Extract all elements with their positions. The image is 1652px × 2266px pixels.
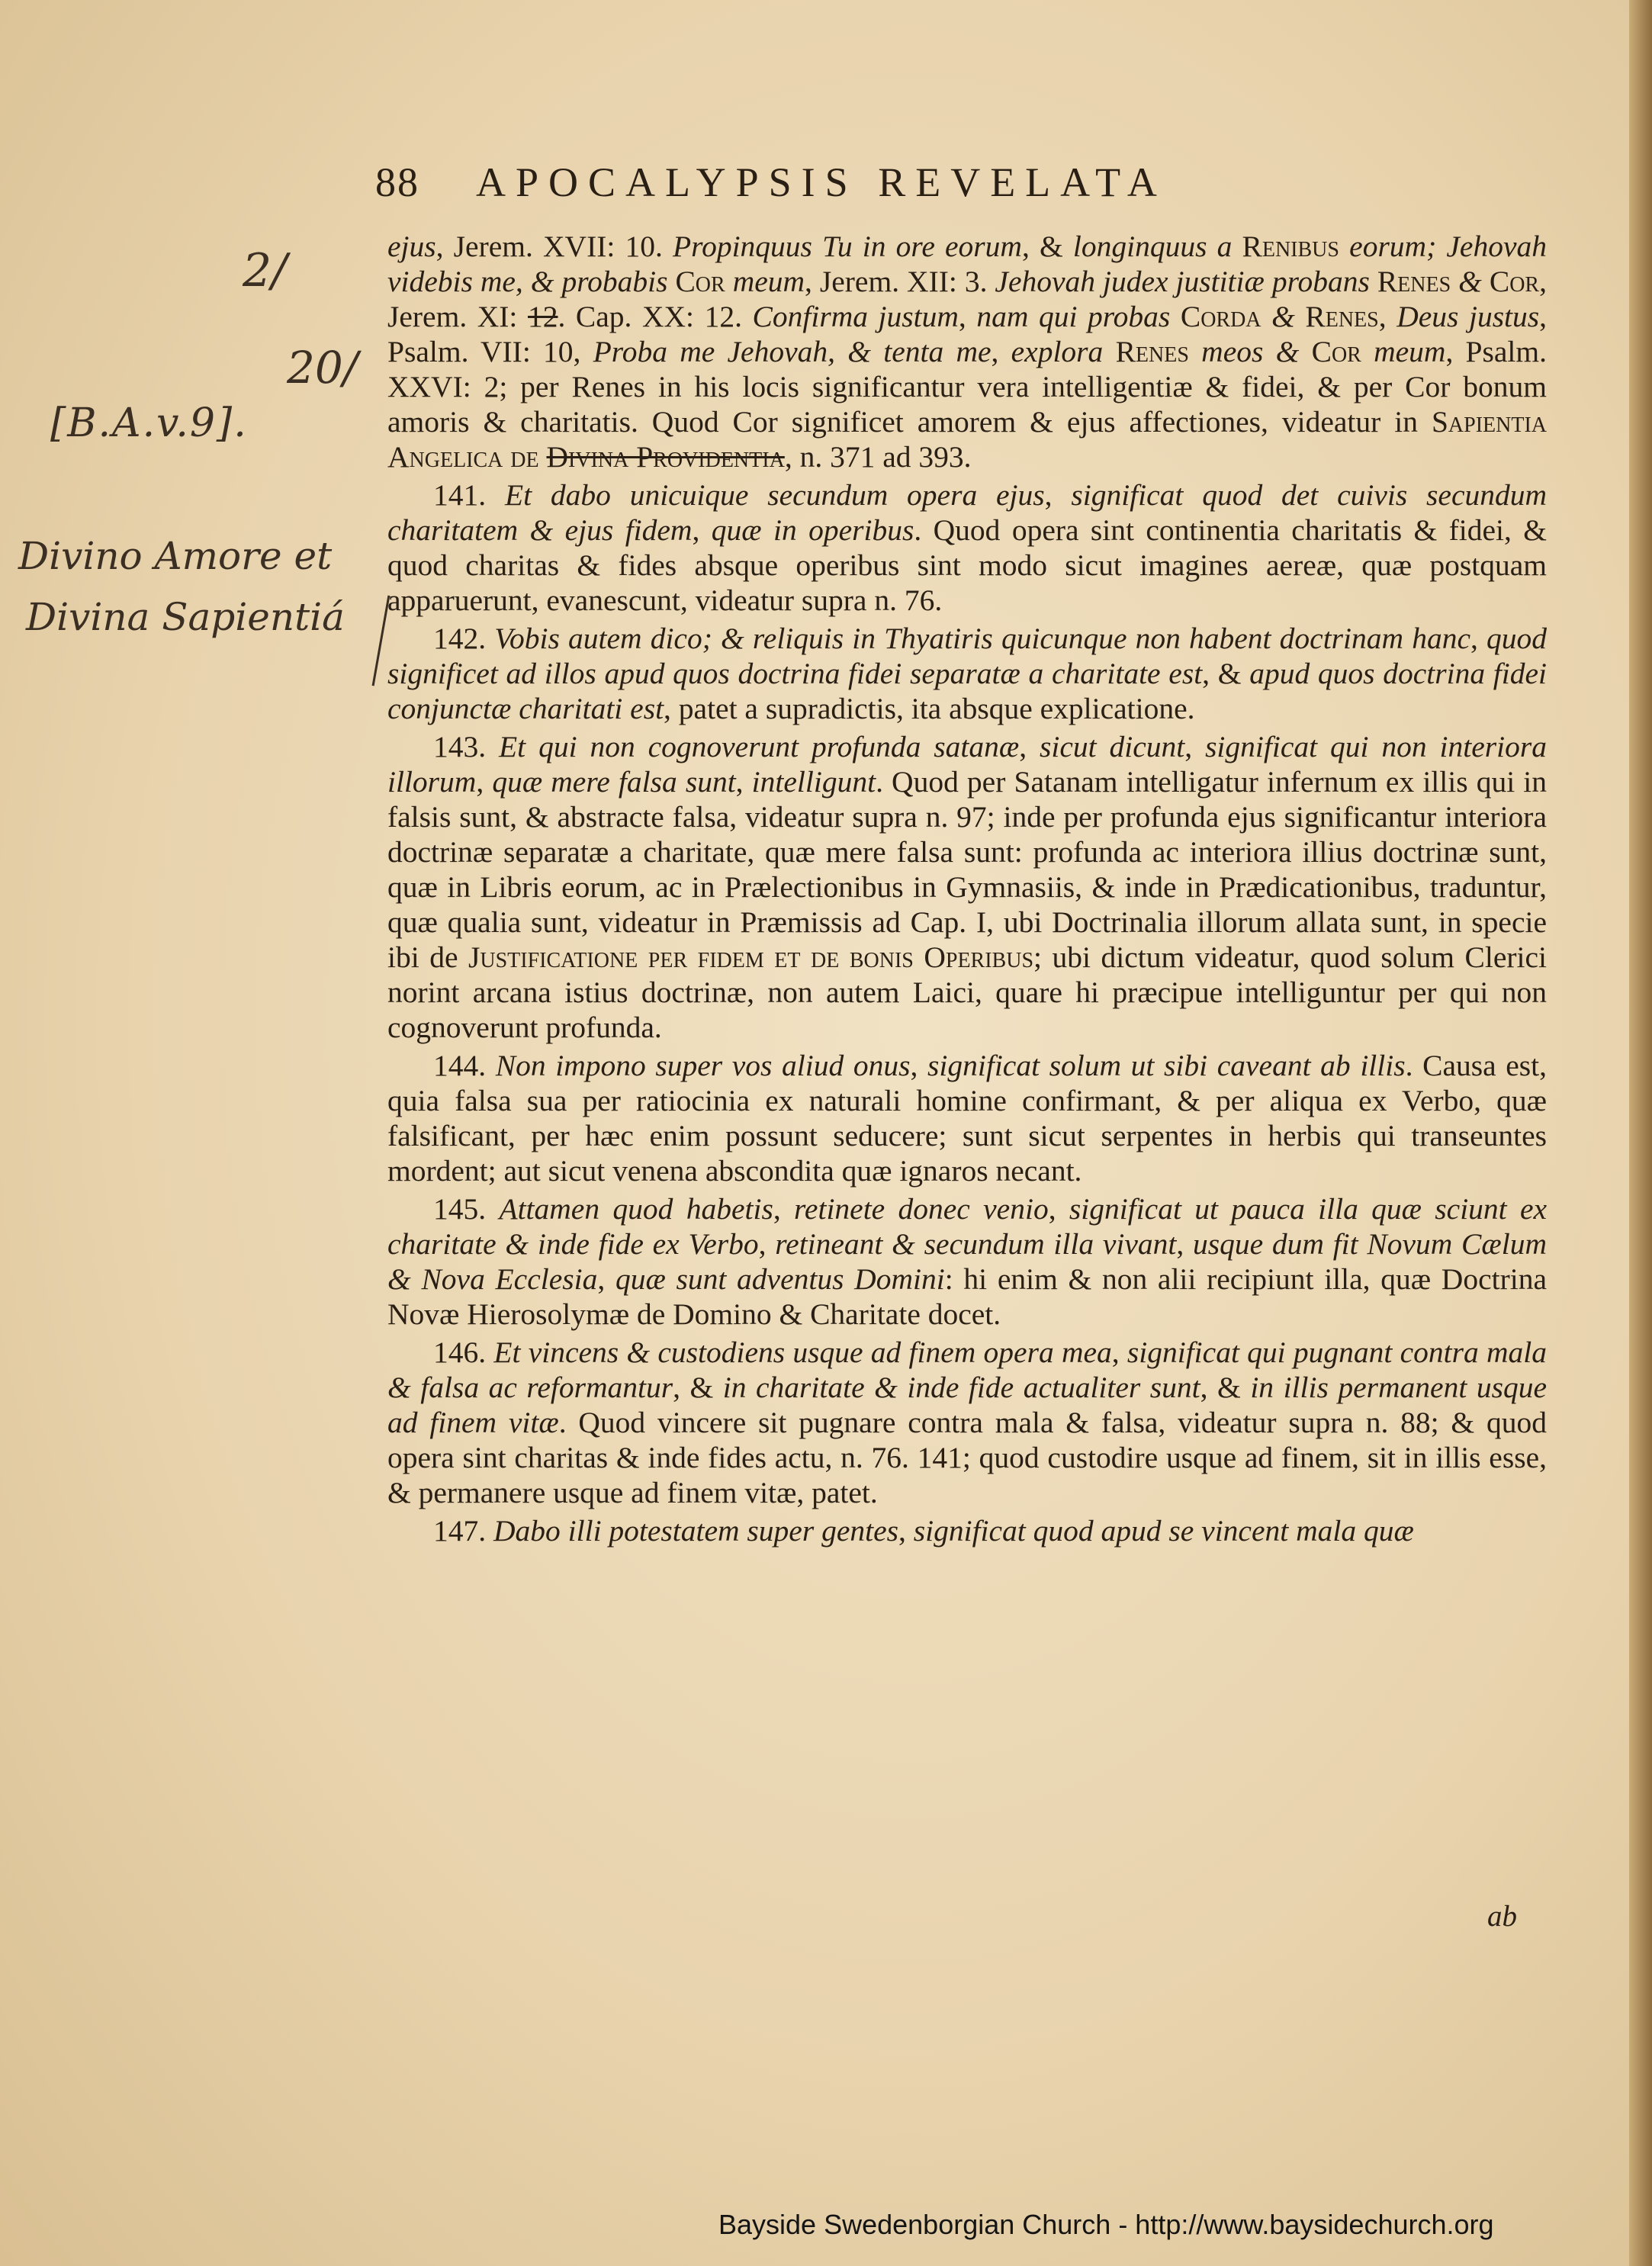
text-segment: , &: [1021, 230, 1073, 263]
text-segment: Propinquus Tu in ore eorum: [673, 230, 1022, 263]
text-segment: Proba me Jehovah: [593, 335, 828, 368]
text-segment: . Causa est, quia falsa sua per ratiocinia ex naturali homine confirmant, & per aliqua ex Verbo, quæ falsificant, per hæc enim possunt seducere; sunt sicut serpentes in herbis qui transeuntes mordent; aut sicut venena abscondita quæ ignaros necant.: [387, 1049, 1548, 1188]
text-segment: 146.: [433, 1335, 494, 1369]
text-segment: probabis: [561, 265, 676, 298]
text-segment: . Cap. XX: 12.: [558, 300, 753, 333]
text-segment: [725, 265, 733, 298]
text-segment: Dabo illi potestatem super gentes: [493, 1514, 898, 1548]
text-segment: Confirma justum: [752, 300, 959, 333]
text-segment: ,: [1111, 1335, 1127, 1369]
body-text: [387, 229, 1547, 1551]
text-segment: tenta me: [883, 335, 992, 368]
text-segment: . Quod per Satanam intelligatur infernum ex illis qui in falsis sunt, & abstracte falsa, videatur supra n. 97; inde per profunda ejus significantur interiora doctrinæ separatæ a charitate, quæ mere falsa sunt: profunda ac interiora illius doctrinæ sunt, quæ in Libris eorum, ac in Prælectionibus in Gymnasiis, & inde in Prædicationibus, traduntur, quæ qualia sunt, videatur in Præmissis ad Cap. I, ubi Doctrinalia illorum allata sunt, in specie ibi de: [387, 765, 1548, 974]
text-segment: : hi enim & non alii recipiunt illa, quæ Doctrina Novæ Hierosolymæ de Domino & Charitate docet.: [387, 1262, 1547, 1331]
paragraph: [387, 1513, 1547, 1548]
text-segment: retineant & secundum illa vivant: [775, 1227, 1177, 1261]
text-segment: ,: [1044, 478, 1072, 512]
page-header: [375, 159, 1451, 212]
text-segment: ,: [1048, 1192, 1069, 1226]
text-segment: in charitate & inde fide actualiter sunt: [722, 1371, 1200, 1404]
text-segment: ,: [910, 1049, 928, 1082]
text-segment: ,: [1176, 1227, 1193, 1261]
text-segment: ; ubi dictum videatur, quod solum Clerici norint arcana istius doctrinæ, non autem Laici, quare hi præcipue intelliguntur per qui non cognoverunt profunda.: [387, 940, 1547, 1044]
text-segment: , n. 371 ad 393.: [784, 440, 972, 474]
text-segment: Et qui non cognoverunt profunda satanæ: [499, 730, 1020, 763]
text-segment: significat ut pauca illa quæ sciunt ex charitate & inde fide ex Verbo: [387, 1192, 1548, 1261]
paragraph: [387, 477, 1547, 618]
margin-note-1: 2/: [243, 244, 288, 297]
text-segment: nam qui probas: [976, 300, 1181, 333]
paragraph: [387, 621, 1547, 726]
text-segment: longinquus a: [1072, 230, 1242, 263]
text-segment: Renes: [1377, 265, 1451, 298]
page-number: 88: [375, 159, 419, 205]
text-segment: significat quod det cuivis secundum charitatem & ejus fidem: [387, 478, 1548, 547]
text-segment: significat solum ut sibi caveant ab illis: [927, 1049, 1406, 1082]
text-segment: , &: [828, 335, 884, 368]
page-edge-shadow: [1629, 0, 1652, 2266]
text-segment: sicut dicunt: [1040, 730, 1185, 763]
text-segment: ejus: [387, 230, 436, 263]
text-segment: ,: [1019, 730, 1040, 763]
text-segment: [1339, 230, 1349, 263]
text-segment: Et dabo unicuique secundum opera ejus: [504, 478, 1045, 512]
text-segment: ,: [758, 1227, 776, 1261]
text-segment: significat qui pugnant contra mala & falsa ac reformantur: [387, 1335, 1547, 1404]
text-segment: ,: [1378, 300, 1397, 333]
margin-note-5: Divina Sapientiá: [26, 595, 345, 639]
text-segment: ,: [476, 765, 493, 799]
text-segment: 144.: [433, 1049, 496, 1082]
text-segment: [1361, 335, 1374, 368]
text-segment: in illis permanent usque ad finem vitæ: [387, 1371, 1547, 1439]
running-title: APOCALYPSIS REVELATA: [476, 159, 1167, 205]
text-segment: Justificatione per fidem et de bonis Operibus: [468, 940, 1034, 974]
text-segment: , &: [673, 1371, 723, 1404]
text-segment: Cor: [1489, 265, 1540, 298]
paragraph: [387, 1335, 1547, 1510]
text-segment: 142.: [433, 622, 495, 655]
text-segment: quod significet ad illos apud quos doctrina fidei separatæ a charitate est: [387, 622, 1548, 690]
text-segment: meum: [1374, 335, 1446, 368]
text-segment: significat quod apud se vincent mala quæ: [913, 1514, 1414, 1548]
text-segment: , patet a supradictis, ita absque explicatione.: [664, 692, 1195, 725]
text-segment: 12: [527, 300, 558, 333]
footer-credit: Bayside Swedenborgian Church - http://www.baysidechurch.org: [718, 2209, 1494, 2240]
text-segment: , &: [515, 265, 562, 298]
text-segment: [1189, 335, 1201, 368]
text-segment: intelligunt: [751, 765, 876, 799]
text-segment: ,: [991, 335, 1011, 368]
paragraph: [387, 729, 1547, 1045]
text-segment: &: [1451, 265, 1490, 298]
text-segment: ,: [773, 1192, 795, 1226]
text-segment: 145.: [433, 1192, 500, 1226]
text-segment: , Psalm. VII: 10,: [387, 300, 1548, 368]
text-segment: apud quos doctrina fidei conjunctæ charitati est: [387, 657, 1547, 725]
text-segment: &: [1261, 300, 1306, 333]
paragraph: [387, 1048, 1547, 1188]
text-segment: Et vincens & custodiens usque ad finem opera mea: [493, 1335, 1112, 1369]
text-segment: 143.: [433, 730, 500, 763]
text-segment: ,: [735, 765, 752, 799]
text-segment: meum: [732, 265, 805, 298]
text-segment: 147.: [433, 1514, 493, 1548]
text-segment: ,: [1470, 622, 1487, 655]
text-segment: , Jerem. XII: 3.: [805, 265, 995, 298]
catchword: ab: [1487, 1900, 1517, 1933]
text-segment: Renibus: [1242, 230, 1339, 263]
text-segment: eorum; Jehovah videbis me: [387, 230, 1547, 298]
text-segment: Deus justus: [1396, 300, 1540, 333]
text-segment: quæ sunt adventus Domini: [615, 1262, 945, 1296]
text-segment: , Jerem. XVII: 10.: [435, 230, 673, 263]
text-segment: Corda: [1180, 300, 1261, 333]
margin-note-4: Divino Amore et: [18, 534, 333, 578]
text-segment: Sapientia Angelica de: [387, 405, 1547, 474]
text-segment: ,: [597, 1262, 615, 1296]
text-segment: meos: [1201, 335, 1264, 368]
text-segment: ,: [692, 513, 712, 547]
text-segment: Non impono super vos aliud onus: [495, 1049, 911, 1082]
text-segment: explora: [1011, 335, 1116, 368]
text-segment: Attamen quod habetis: [499, 1192, 773, 1226]
text-segment: , Jerem. XI:: [387, 265, 1547, 333]
text-segment: Renes: [1305, 300, 1379, 333]
text-segment: Vobis autem dico; & reliquis in Thyatiris quicunque non habent doctrinam hanc: [494, 622, 1470, 655]
text-segment: , Psalm. XXVI: 2; per Renes in his locis significantur vera intelligentiæ & fidei, & per Cor bonum amoris & charitatis. Quod Cor significet amorem & ejus affectiones, videatur in: [387, 335, 1548, 439]
text-segment: Renes: [1115, 335, 1189, 368]
paragraph: [387, 1191, 1547, 1332]
text-segment: quæ in operibus: [711, 513, 914, 547]
margin-note-3: [B.A.v.9].: [50, 400, 248, 446]
text-segment: usque dum fit Novum Cælum & Nova Ecclesia: [387, 1227, 1547, 1296]
text-segment: Cor: [1311, 335, 1361, 368]
text-segment: 141.: [433, 478, 505, 512]
text-segment: quæ mere falsa sunt: [492, 765, 736, 799]
text-segment: &: [1263, 335, 1312, 368]
text-segment: Cor: [675, 265, 725, 298]
text-segment: , &: [1202, 657, 1250, 690]
text-segment: , &: [1200, 1371, 1251, 1404]
text-segment: ,: [958, 300, 977, 333]
paragraph: [387, 229, 1547, 474]
text-segment: significat qui non interiora illorum: [387, 730, 1548, 799]
text-segment: . Quod opera sint continentia charitatis & fidei, & quod charitas & fides absque operibus sint modo sicut imagines aereæ, quæ postquam apparuerunt, evanescunt, videatur supra n. 76.: [387, 513, 1547, 617]
text-segment: Divina Providentia: [546, 440, 785, 474]
text-segment: . Quod vincere sit pugnare contra mala & falsa, videatur supra n. 88; & quod opera sint charitas & inde fides actu, n. 76. 141; quod custodire usque ad finem, sit in illis esse, & permanere usque ad finem vitæ, patet.: [387, 1406, 1547, 1509]
margin-note-2: 20/: [287, 342, 358, 394]
text-segment: Jehovah judex justitiæ probans: [995, 265, 1377, 298]
text-segment: retinete donec venio: [794, 1192, 1049, 1226]
text-segment: ,: [898, 1514, 914, 1548]
text-segment: ,: [1184, 730, 1206, 763]
